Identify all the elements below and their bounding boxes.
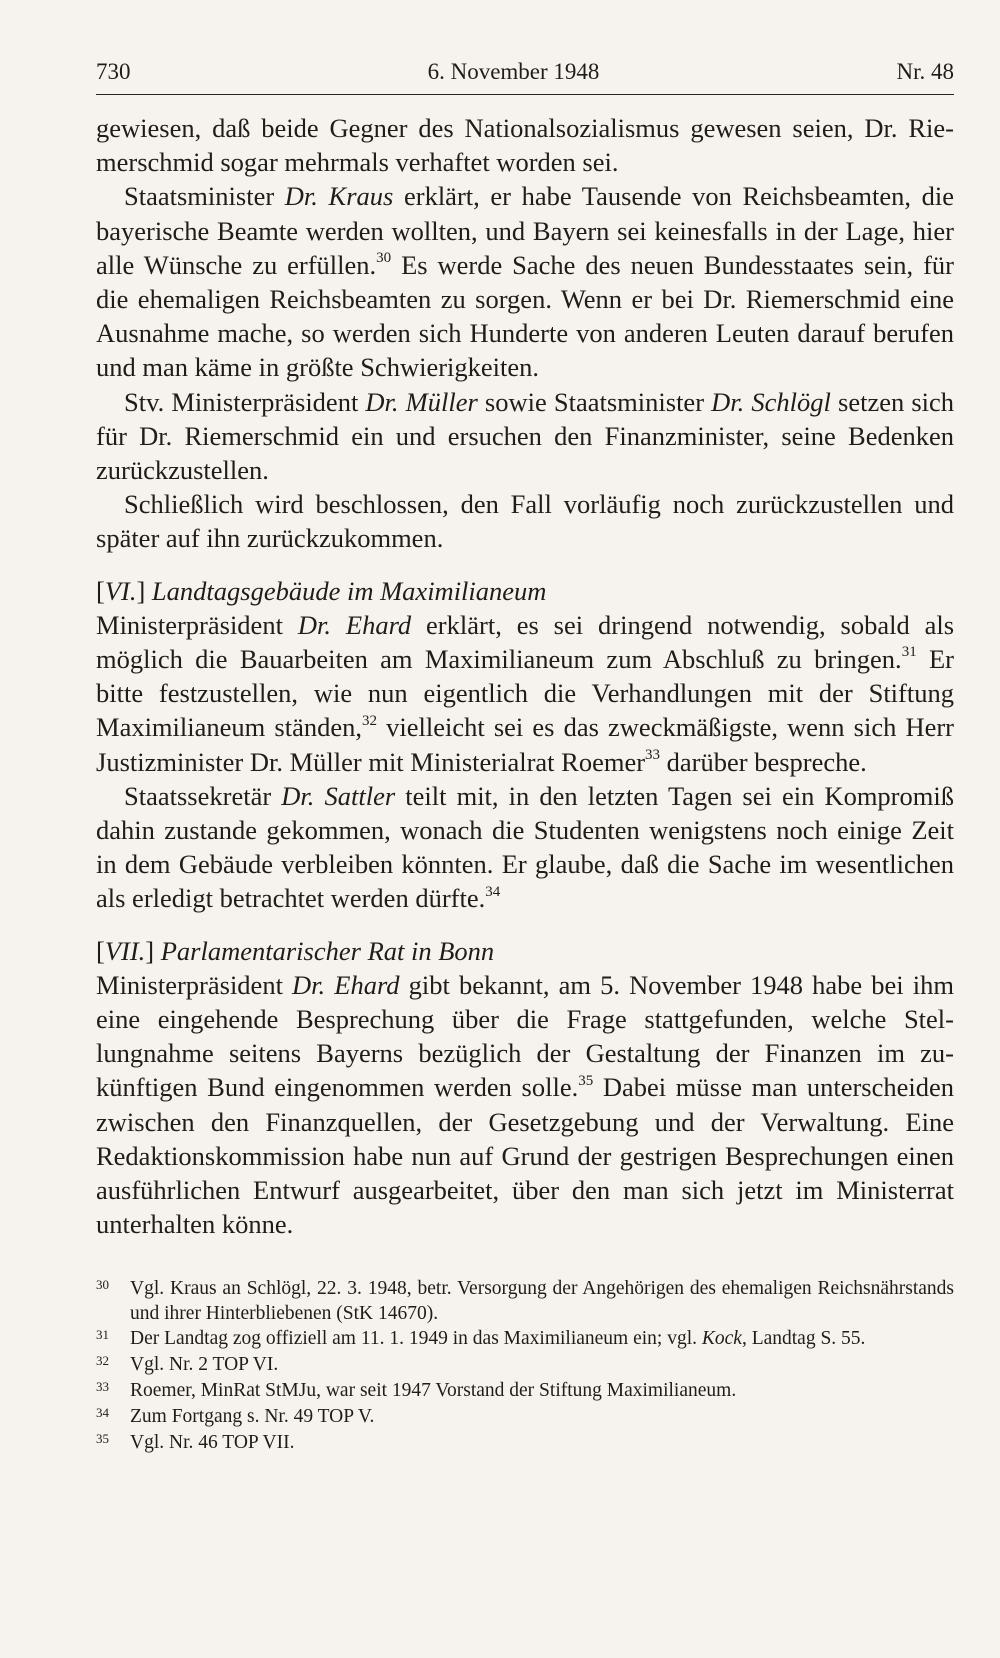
p6-text-1: teilt mit, in den letzten Tagen sei ein Kompromiß dahin zustande gekommen, wonach die Studenten wenigstens noch einige Zeit in dem Gebäude verbleiben könnten. Er glaube, daß die Sache im wesentlichen als erledigt betrachtet werden dürfte. [96, 780, 954, 914]
section-title: Landtagsgebäude im Maximilianeum [151, 575, 547, 606]
footnotes [96, 1276, 954, 1456]
footnote [96, 1430, 954, 1456]
footnote-ref: 33 [645, 746, 661, 763]
p5-text-pre: Ministerpräsident [96, 609, 298, 640]
p3-text-pre: Stv. Ministerpräsident [124, 386, 366, 417]
p7-text-1: gibt bekannt, am 5. November 1948 habe bei ihm eine eingehende Besprechung über die Frage stattgefunden, welche Stellungnahme seitens Bayerns bezüglich der Gestaltung der Finanzen im zukünftigen Bund eingenommen werden solle. [96, 969, 954, 1103]
paragraph-6 [96, 779, 954, 916]
footnote-number: 34 [96, 1404, 109, 1420]
p3-text-post: setzen sich für Dr. Riemerschmid ein und ersuchen den Finanzminister, seine Bedenken zurückzustellen. [96, 386, 955, 486]
p6-text-pre: Staatssekretär [124, 780, 282, 811]
footnote [96, 1404, 954, 1430]
footnote-number: 32 [96, 1352, 109, 1368]
paragraph-1: gewiesen, daß beide Gegner des Nationalsozialismus gewesen seien, Dr. Riemerschmid sogar mehrmals verhaftet worden sei. [96, 113, 954, 178]
speaker-name: Dr. Ehard [297, 609, 412, 640]
footnote-text-post: , Landtag S. 55. [741, 1327, 866, 1349]
footnote-ref: 32 [361, 712, 377, 729]
footnote-text: Roemer, MinRat StMJu, war seit 1947 Vorstand der Stiftung Maximilianeum. [130, 1379, 737, 1401]
p7-text-pre: Ministerpräsident [96, 969, 293, 1000]
paragraph-5 [96, 608, 954, 779]
speaker-name: Dr. Sattler [281, 780, 396, 811]
footnote-text: Vgl. Nr. 2 TOP VI. [130, 1353, 279, 1375]
speaker-name: Dr. Schlögl [711, 386, 831, 417]
footnote-ref: 31 [901, 644, 917, 661]
footnote-number: 35 [96, 1430, 109, 1446]
section-number: VII. [104, 935, 146, 966]
section-heading-vii [96, 934, 954, 968]
speaker-name: Dr. Ehard [292, 969, 400, 1000]
bracket: ] [145, 935, 161, 966]
document-page [96, 52, 954, 1456]
p5-text-1: erklärt, es sei dringend notwendig, sobald als möglich die Bauarbeiten am Maximilianeum zum Abschluß zu bringen. [96, 609, 955, 675]
p2-text-mid: erklärt, er habe Tausende von Reichsbeamten, die bayerische Beamte werden wollten, und Bayern sei keinesfalls in der Lage, hier alle Wünsche zu erfüllen. [96, 181, 954, 280]
paragraph-7 [96, 968, 954, 1242]
bracket: ] [136, 575, 152, 606]
speaker-name: Dr. Müller [365, 386, 478, 417]
p5-text-3: vielleicht sei es das zweckmäßigste, wenn sich Herr Justizminister Dr. Müller mit Ministerialrat Roemer [96, 712, 955, 777]
p3-text-mid: sowie Staatsminister [477, 386, 712, 417]
footnote-text-pre: Der Landtag zog offiziell am 11. 1. 1949 in das Maximilianeum ein; vgl. [130, 1327, 702, 1349]
p2-text-post: Es werde Sache des neuen Bundesstaates sein, für die ehemaligen Reichsbeamten zu sorgen. Wenn er bei Dr. Riemerschmid eine Ausnahme mache, so werden sich Hunderte von anderen Leuten darauf berufen und man käme in größte Schwierigkeiten. [96, 249, 954, 383]
footnote-number: 33 [96, 1378, 109, 1394]
bracket: [ [96, 935, 105, 966]
page-number: 730 [96, 59, 131, 84]
bracket: [ [96, 575, 105, 606]
p7-text-2: Dabei müsse man unterscheiden zwischen den Finanzquellen, der Gesetzgebung und der Verwaltung. Eine Redaktionskommission habe nun auf Grund der gestrigen Besprechungen einen ausführlichen Entwurf ausgearbeitet, über den man sich jetzt im Ministerrat unterhalten könne. [96, 1072, 954, 1240]
footnote-text: Vgl. Nr. 46 TOP VII. [130, 1431, 295, 1453]
p2-text-pre: Staatsminister [124, 181, 285, 212]
body-text [96, 111, 954, 1242]
footnote-number: 30 [96, 1276, 109, 1292]
issue-number: Nr. 48 [896, 59, 954, 84]
footnote-text [130, 1326, 954, 1351]
footnote [96, 1276, 954, 1326]
footnote-text: Vgl. Kraus an Schlögl, 22. 3. 1948, betr. Versorgung der Angehörigen des ehemaligen Reichsnährstands und ihrer Hinterbliebenen (StK 14670). [130, 1277, 954, 1324]
p5-text-2: Er bitte festzustellen, wie nun eigentlich die Verhandlungen mit der Stiftung Maximilianeum ständen, [96, 644, 955, 743]
footnote [96, 1352, 954, 1378]
section-heading-vi [96, 574, 954, 608]
header-date: 6. November 1948 [427, 59, 600, 84]
footnote-ref: 35 [578, 1072, 594, 1089]
footnote-ref: 30 [376, 249, 392, 266]
paragraph-2 [96, 179, 954, 384]
footnote-number: 31 [96, 1326, 109, 1342]
speaker-name: Dr. Kraus [284, 181, 394, 212]
footnote [96, 1378, 954, 1404]
footnote-text: Zum Fortgang s. Nr. 49 TOP V. [130, 1405, 375, 1427]
paragraph-4: Schließlich wird beschlossen, den Fall vorläufig noch zurückzustellen und später auf ihn zurückzukommen. [96, 489, 954, 554]
section-title: Parlamentarischer Rat in Bonn [160, 935, 495, 966]
p5-text-4: darüber bespreche. [660, 746, 867, 777]
footnote-ref: 34 [485, 883, 501, 900]
section-number: VI. [104, 575, 137, 606]
paragraph-3 [96, 385, 954, 488]
running-header [96, 52, 954, 95]
footnote [96, 1326, 954, 1352]
cited-author: Kock [701, 1327, 742, 1349]
